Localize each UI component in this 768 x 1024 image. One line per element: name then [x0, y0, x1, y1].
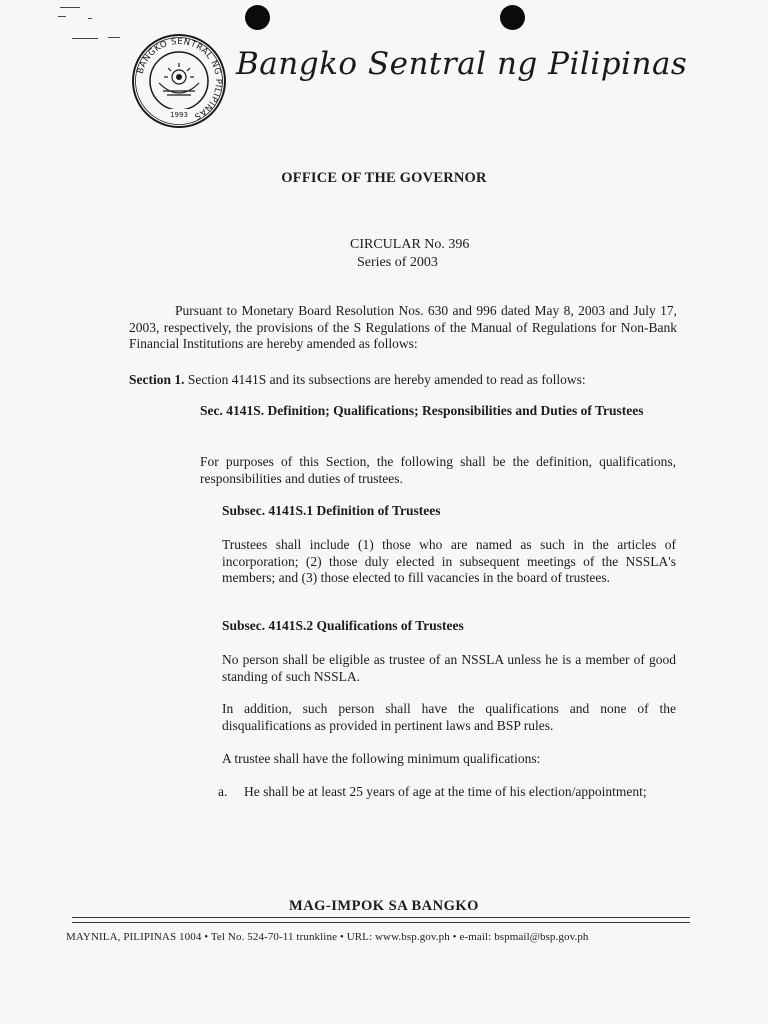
circular-number: CIRCULAR No. 396 — [350, 237, 470, 252]
subsec-2-heading: Subsec. 4141S.2 Qualifications of Trustees — [222, 618, 464, 633]
subsec-1-text: Trustees shall include (1) those who are named as such in the articles of incorporation; (2) those duly elected in subsequent meetings of the NSSLA's members; and (3) those elected to fill vacancies in the board of trustees. — [222, 537, 676, 585]
item-a-text: He shall be at least 25 years of age at the time of his election/appointment; — [244, 784, 647, 799]
item-a-label: a. — [218, 784, 228, 799]
preamble-paragraph: Pursuant to Monetary Board Resolution Nos. 630 and 996 dated May 8, 2003 and July 17, 2003, respectively, the provisions of the S Regulations of the Manual of Regulations for Non-Bank Financial Institutions are hereby amended as follows: — [129, 303, 677, 351]
bsp-seal-logo — [131, 33, 227, 129]
footer-motto: MAG-IMPOK SA BANGKO — [289, 898, 479, 914]
sec-4141s-intro: For purposes of this Section, the following shall be the definition, qualifications, responsibilities and duties of trustees. — [200, 454, 676, 486]
footer-rule-top — [72, 917, 690, 918]
section-1-text: Section 4141S and its subsections are hereby amended to read as follows: — [187, 372, 586, 387]
subsec-2-para-1: No person shall be eligible as trustee of an NSSLA unless he is a member of good standing of such NSSLA. — [222, 652, 676, 684]
circular-series: Series of 2003 — [357, 255, 438, 270]
section-1-line — [129, 372, 586, 388]
sec-4141s-heading: Sec. 4141S. Definition; Qualifications; Responsibilities and Duties of Trustees — [200, 403, 644, 418]
subsec-2-para-3: A trustee shall have the following minimum qualifications: — [222, 751, 541, 766]
footer-address-line: MAYNILA, PILIPINAS 1004 • Tel No. 524-70-11 trunkline • URL: www.bsp.gov.ph • e-mail: bspmail@bsp.gov.ph — [66, 931, 589, 943]
seal-year: 1993 — [170, 111, 188, 119]
institution-letterhead: Bangko Sentral ng Pilipinas — [236, 46, 688, 82]
footer-rule-bottom — [72, 922, 690, 923]
scan-specks — [58, 4, 128, 44]
punch-hole-right — [500, 5, 525, 30]
punch-hole-left — [245, 5, 270, 30]
seal-ring-text: BANGKO SENTRAL NG PILIPINAS — [135, 36, 224, 122]
subsec-2-para-2: In addition, such person shall have the qualifications and none of the disqualifications as provided in pertinent laws and BSP rules. — [222, 701, 676, 733]
office-title: OFFICE OF THE GOVERNOR — [281, 170, 487, 186]
subsec-1-heading: Subsec. 4141S.1 Definition of Trustees — [222, 503, 441, 518]
section-1-label: Section 1. — [129, 372, 185, 387]
